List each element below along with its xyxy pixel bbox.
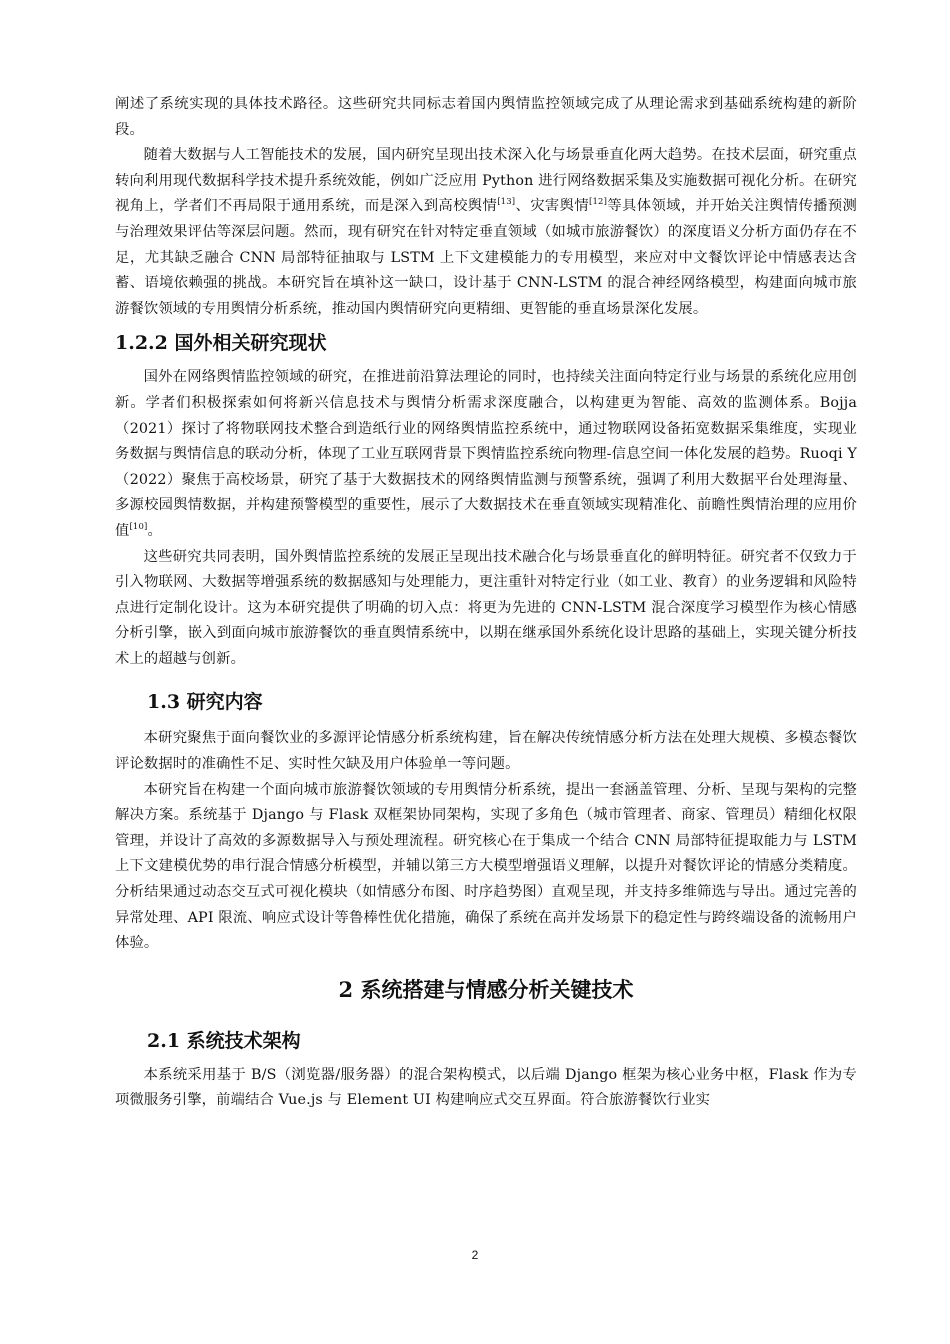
paragraph-architecture: 本系统采用基于 B/S（浏览器/服务器）的混合架构模式，以后端 Django 框架为核心业务中枢，Flask 作为专项微服务引擎，前端结合 Vue.js 与 Element UI 构建响应式交互界面。符合旅游餐饮行业实 [115, 1066, 857, 1109]
chapter-heading-2: 2 系统搭建与情感分析关键技术 [338, 976, 634, 1002]
paragraph-intro-continuation: 阐述了系统实现的具体技术路径。这些研究共同标志着国内舆情监控领域完成了从理论需求到基础系统构建的新阶段。 [115, 96, 857, 138]
paragraph-text: 国外在网络舆情监控领域的研究，在推进前沿算法理论的同时，也持续关注面向特定行业与场景的系统化应用创新。学者们积极探索如何将新兴信息技术与舆情分析需求深度融合，以构建更为智能、高效的监测体系。Bojja（2021）探讨了将物联网技术整合到造纸行业的网络舆情监控系统中，通过物联网设备拓宽数据采集维度，实现业务数据与舆情信息的联动分析，体现了工业互联网背景下舆情监控系统向物理-信息空间一体化发展的趋势。Ruoqi Y（2022）聚焦于高校场景，研究了基于大数据技术的网络舆情监测与预警系统，强调了利用大数据平台处理海量、多源校园舆情数据，并构建预警模型的重要性，展示了大数据技术在垂直领域实现精准化、前瞻性舆情治理的应用价值 [115, 369, 857, 539]
section-heading-2-1: 2.1 系统技术架构 [147, 1029, 301, 1052]
citation: [10] [129, 522, 148, 533]
paragraph-domestic-trends [115, 143, 857, 322]
citation: [12] [589, 197, 608, 208]
document-page [115, 92, 857, 1114]
paragraph-text: 、灾害舆情 [515, 198, 590, 215]
citation: [13] [497, 197, 516, 208]
paragraph-foreign-research [115, 365, 857, 544]
paragraph-text: 。 [147, 522, 162, 539]
paragraph-foreign-summary: 这些研究共同表明，国外舆情监控系统的发展正呈现出技术融合化与场景垂直化的鲜明特征。研究者不仅致力于引入物联网、大数据等增强系统的数据感知与处理能力，更注重针对特定行业（如工业、教育）的业务逻辑和风险特点进行定制化设计。这为本研究提供了明确的切入点：将更为先进的 CNN-LSTM 混合深度学习模型作为核心情感分析引擎，嵌入到面向城市旅游餐饮的垂直舆情系统中，以期在继承国外系统化设计思路的基础上，实现关键分析技术上的超越与创新。 [115, 548, 857, 667]
paragraph-research-content: 本研究旨在构建一个面向城市旅游餐饮领域的专用舆情分析系统，提出一套涵盖管理、分析、呈现与架构的完整解决方案。系统基于 Django 与 Flask 双框架协同架构，实现了多角色（城市管理者、商家、管理员）精细化权限管理，并设计了高效的多源数据导入与预处理流程。研究核心在于集成一个结合 CNN 局部特征提取能力与 LSTM 上下文建模优势的串行混合情感分析模型，并辅以第三方大模型增强语义理解，以提升对餐饮评论的情感分类精度。分析结果通过动态交互式可视化模块（如情感分布图、时序趋势图）直观呈现，并支持多维筛选与导出。通过完善的异常处理、API 限流、响应式设计等鲁棒性优化措施，确保了系统在高并发场景下的稳定性与跨终端设备的流畅用户体验。 [115, 781, 857, 952]
paragraph-research-focus: 本研究聚焦于面向餐饮业的多源评论情感分析系统构建，旨在解决传统情感分析方法在处理大规模、多模态餐饮评论数据时的准确性不足、实时性欠缺及用户体验单一等问题。 [115, 730, 857, 773]
page-number: 2 [471, 1248, 479, 1262]
section-heading-1-2-2: 1.2.2 国外相关研究现状 [115, 332, 327, 355]
paragraph-text: 等具体领域，并开始关注舆情传播预测与治理效果评估等深层问题。然而，现有研究在针对特定垂直领域（如城市旅游餐饮）的深度语义分析方面仍存在不足，尤其缺乏融合 CNN 局部特征抽取与 LSTM 上下文建模能力的专用模型，来应对中文餐饮评论中情感表达含蓄、语境依赖强的挑战。本研究旨在填补这一缺口，设计基于 CNN-LSTM 的混合神经网络模型，构建面向城市旅游餐饮领域的专用舆情分析系统，推动国内舆情研究向更精细、更智能的垂直场景深化发展。 [115, 198, 857, 317]
section-heading-1-3: 1.3 研究内容 [147, 691, 263, 714]
paragraph-text: 随着大数据与人工智能技术的发展，国内研究呈现出技术深入化与场景垂直化两大趋势。在技术层面，研究重点转向利用现代数据科学技术提升系统效能，例如广泛应用 Python 进行网络数据采集及实施数据可视化分析。在研究视角上，学者们不再局限于通用系统，而是深入到高校舆情 [115, 147, 857, 215]
